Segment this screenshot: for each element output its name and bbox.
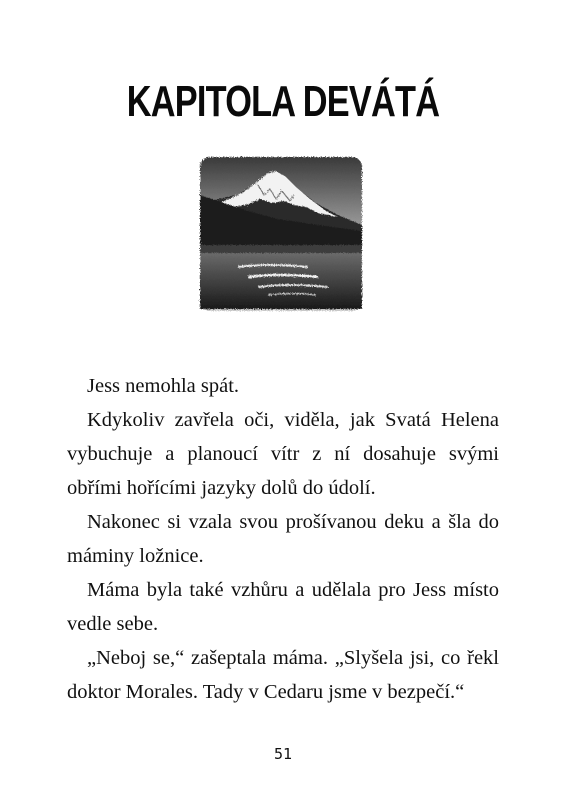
paragraph: Jess nemohla spát. bbox=[87, 375, 240, 397]
paragraph: Kdykoliv zavřela oči, viděla, jak Svatá Helena vybuchuje a planoucí vítr z ní dosahuje svými obřími hořícími jazyky dolů do údolí. bbox=[67, 409, 499, 499]
page-number: 51 bbox=[273, 745, 293, 763]
chapter-title: KAPITOLA DEVÁTÁ bbox=[126, 77, 440, 126]
paragraph: Nakonec si vzala svou prošívanou deku a šla do máminy ložnice. bbox=[67, 511, 499, 567]
chapter-body bbox=[67, 369, 499, 709]
mountain-lake-illustration bbox=[198, 155, 364, 313]
paragraph: Máma byla také vzhůru a udělala pro Jess místo vedle sebe. bbox=[67, 579, 499, 635]
paragraph: „Neboj se,“ zašeptala máma. „Slyšela jsi, co řekl doktor Morales. Tady v Cedaru jsme v bezpečí.“ bbox=[67, 647, 499, 703]
